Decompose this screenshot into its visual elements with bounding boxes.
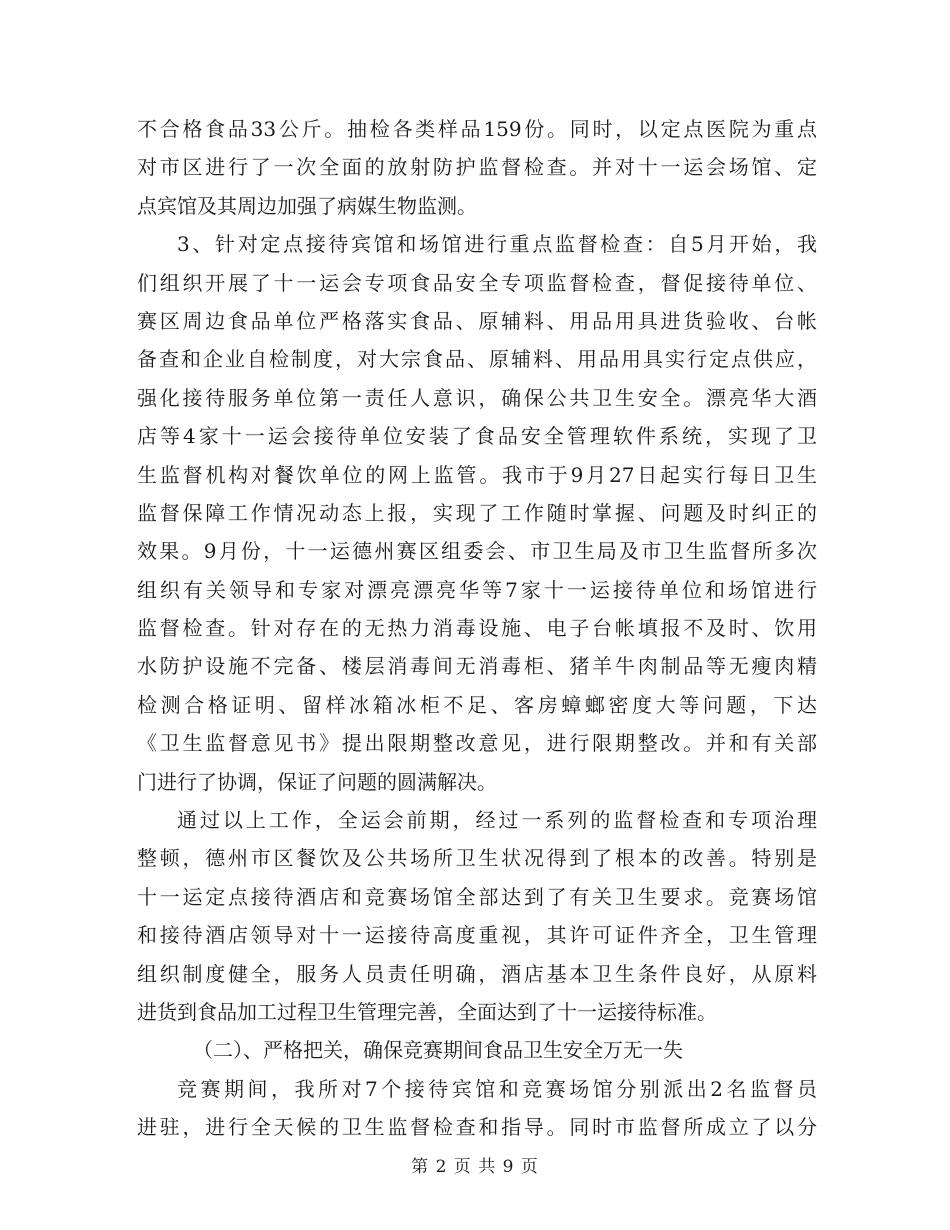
paragraph-first-line: 竞赛期间，我所对7个接待宾馆和竞赛场馆分别派出2名监督员 [177,1076,817,1101]
body-line: 进货到食品加工过程卫生管理完善，全面达到了十一运接待标准。 [137,999,717,1024]
body-line: 组织有关领导和专家对漂亮漂亮华等7家十一运接待单位和场馆进行 [137,577,817,602]
body-line: 们组织开展了十一运会专项食品安全专项监督检查，督促接待单位、 [137,270,817,295]
body-line: 检测合格证明、留样冰箱冰柜不足、客房蟑螂密度大等问题，下达 [137,692,817,717]
body-line: 组织制度健全，服务人员责任明确，酒店基本卫生条件良好，从原料 [137,961,817,986]
body-line: 效果。9月份，十一运德州赛区组委会、市卫生局及市卫生监督所多次 [137,539,817,564]
section-heading: （二）、严格把关，确保竞赛期间食品卫生安全万无一失 [193,1038,683,1063]
body-line: 赛区周边食品单位严格落实食品、原辅料、用品用具进货验收、台帐 [137,308,817,333]
body-line: 备查和企业自检制度，对大宗食品、原辅料、用品用具实行定点供应， [137,347,817,372]
body-line: 监督保障工作情况动态上报，实现了工作随时掌握、问题及时纠正的 [137,500,817,525]
body-line: 和接待酒店领导对十一运接待高度重视，其许可证件齐全，卫生管理 [137,923,817,948]
document-body [137,110,817,1147]
body-line: 监督检查。针对存在的无热力消毒设施、电子台帐填报不及时、饮用 [137,616,817,641]
body-line: 门进行了协调，保证了问题的圆满解决。 [137,769,497,794]
body-line: 十一运定点接待酒店和竞赛场馆全部达到了有关卫生要求。竞赛场馆 [137,884,817,909]
body-line: 《卫生监督意见书》提出限期整改意见，进行限期整改。并和有关部 [137,731,817,756]
body-line: 强化接待服务单位第一责任人意识，确保公共卫生安全。漂亮华大酒 [137,385,817,410]
body-line: 不合格食品33公斤。抽检各类样品159份。同时，以定点医院为重点 [137,117,817,141]
paragraph-first-line: 通过以上工作，全运会前期，经过一系列的监督检查和专项治理 [177,808,817,833]
body-line: 点宾馆及其周边加强了病媒生物监测。 [137,193,477,218]
body-line: 水防护设施不完备、楼层消毒间无消毒柜、猪羊牛肉制品等无瘦肉精 [137,654,817,679]
body-line: 店等4家十一运会接待单位安装了食品安全管理软件系统，实现了卫 [137,424,817,449]
body-line: 生监督机构对餐饮单位的网上监管。我市于9月27日起实行每日卫生 [137,462,817,487]
page-footer: 第 2 页 共 9 页 [411,1157,539,1177]
body-line: 对市区进行了一次全面的放射防护监督检查。并对十一运会场馆、定 [137,155,817,180]
paragraph-heading-line: 3、针对定点接待宾馆和场馆进行重点监督检查：自5月开始，我 [177,232,817,257]
body-line: 整顿，德州市区餐饮及公共场所卫生状况得到了根本的改善。特别是 [137,846,817,871]
body-line: 进驻，进行全天候的卫生监督检查和指导。同时市监督所成立了以分 [137,1115,817,1140]
